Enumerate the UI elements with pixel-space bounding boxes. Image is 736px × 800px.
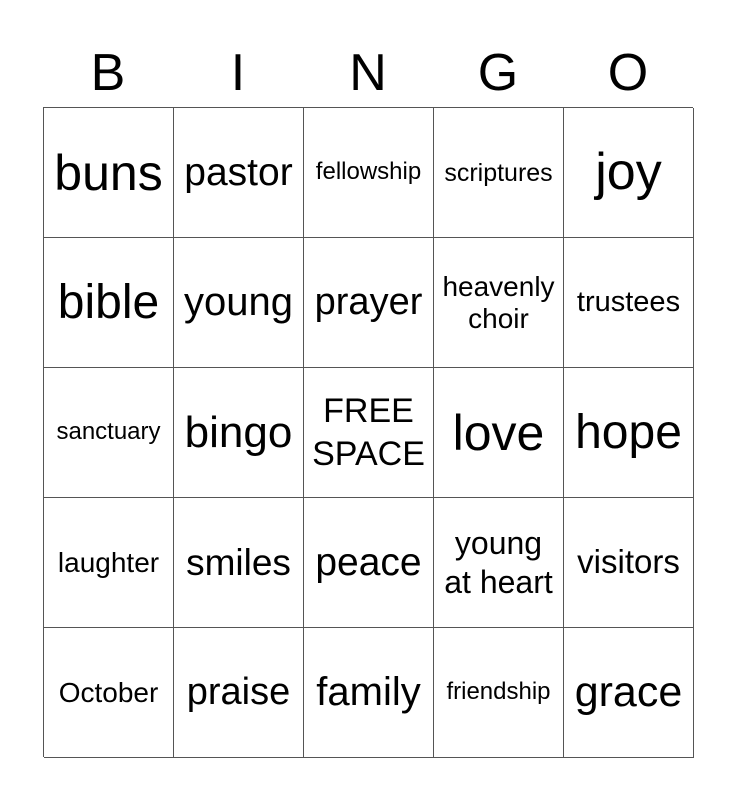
- bingo-cell[interactable]: laughter: [44, 498, 174, 628]
- bingo-cell[interactable]: bingo: [174, 368, 304, 498]
- bingo-cell[interactable]: October: [44, 628, 174, 758]
- bingo-cell[interactable]: bible: [44, 238, 174, 368]
- bingo-cell[interactable]: buns: [44, 108, 174, 238]
- bingo-cell[interactable]: joy: [564, 108, 694, 238]
- header-letter-b: B: [90, 44, 126, 102]
- bingo-cell[interactable]: visitors: [564, 498, 694, 628]
- bingo-cell[interactable]: young: [174, 238, 304, 368]
- bingo-cell[interactable]: young at heart: [434, 498, 564, 628]
- bingo-cell[interactable]: scriptures: [434, 108, 564, 238]
- bingo-cell[interactable]: friendship: [434, 628, 564, 758]
- bingo-cell[interactable]: fellowship: [304, 108, 434, 238]
- bingo-cell[interactable]: heavenly choir: [434, 238, 564, 368]
- header-letter-n: N: [349, 44, 387, 102]
- bingo-cell[interactable]: trustees: [564, 238, 694, 368]
- bingo-cell free-space[interactable]: FREE SPACE: [304, 368, 434, 498]
- bingo-cell[interactable]: family: [304, 628, 434, 758]
- header-letter-i: I: [230, 44, 246, 102]
- bingo-cell[interactable]: praise: [174, 628, 304, 758]
- bingo-cell[interactable]: sanctuary: [44, 368, 174, 498]
- bingo-cell[interactable]: smiles: [174, 498, 304, 628]
- bingo-cell[interactable]: hope: [564, 368, 694, 498]
- bingo-cell[interactable]: grace: [564, 628, 694, 758]
- bingo-cell[interactable]: prayer: [304, 238, 434, 368]
- bingo-header: [43, 40, 693, 106]
- bingo-board: [43, 107, 693, 757]
- header-letter-g: G: [477, 44, 519, 102]
- bingo-cell[interactable]: pastor: [174, 108, 304, 238]
- header-letter-o: O: [607, 44, 649, 102]
- bingo-cell[interactable]: peace: [304, 498, 434, 628]
- bingo-cell[interactable]: love: [434, 368, 564, 498]
